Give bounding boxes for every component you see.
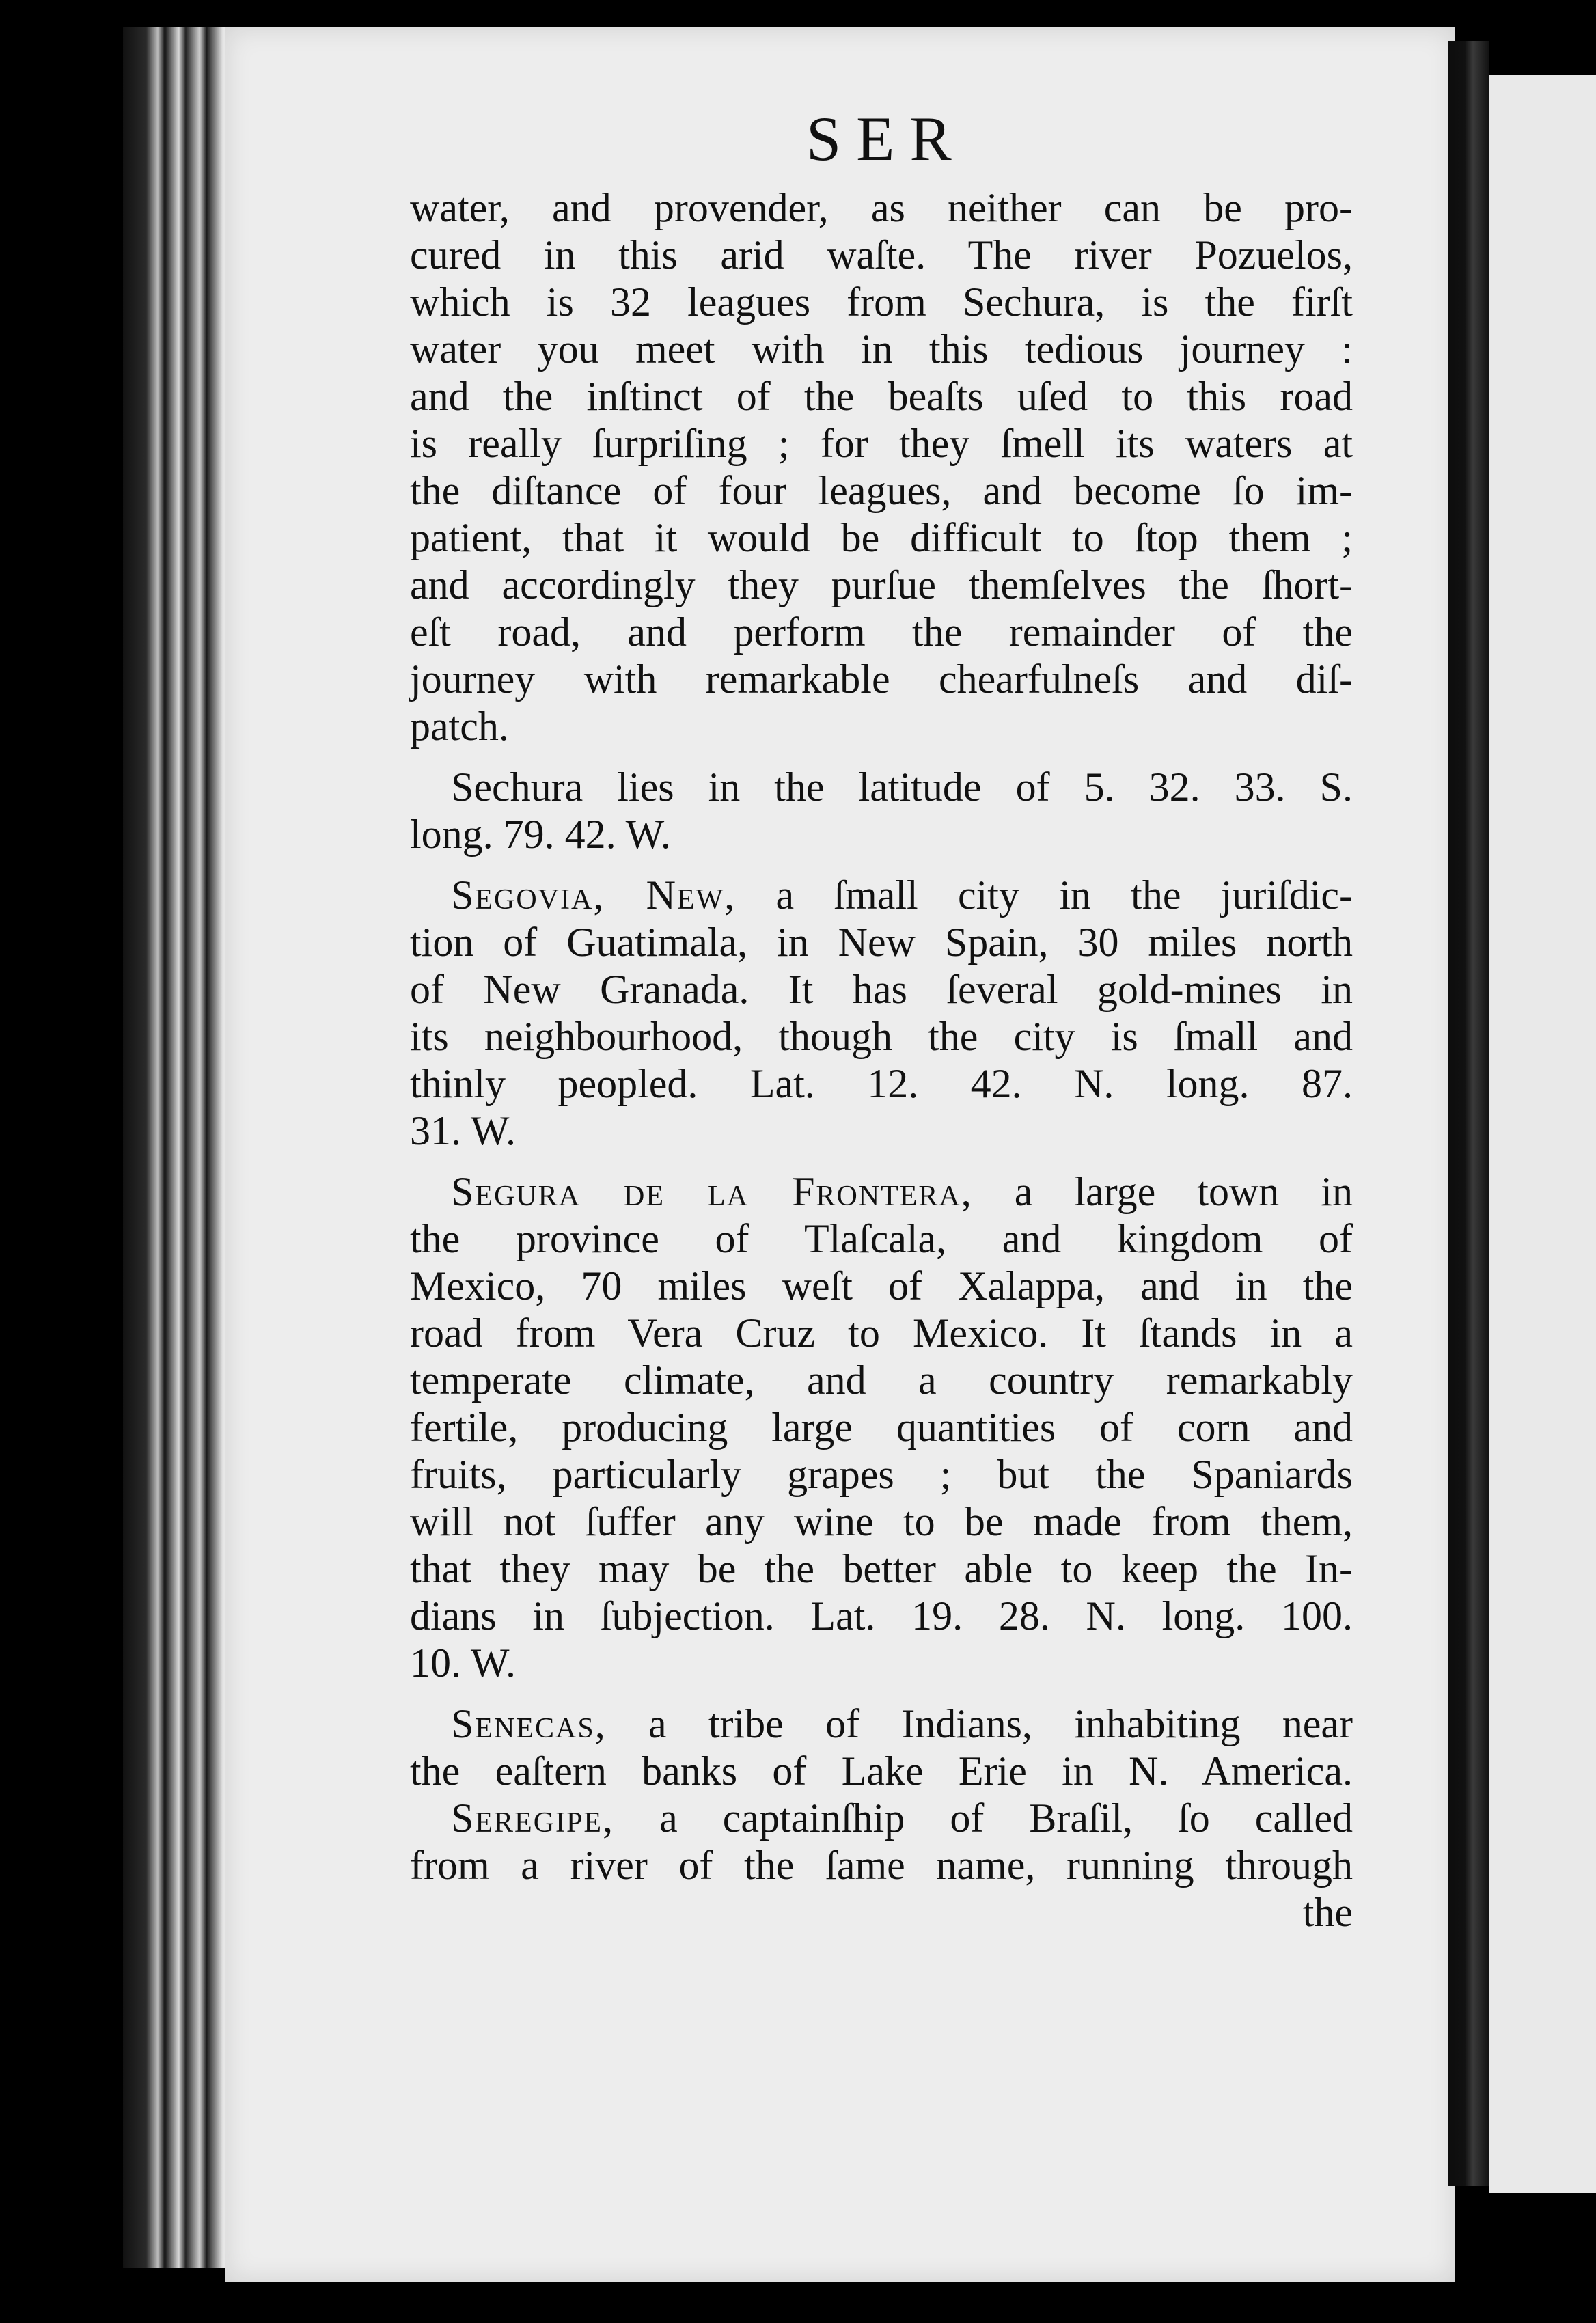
running-head: SER bbox=[806, 104, 967, 174]
text-line: Seregipe, a captainſhip of Braſil, ſo called bbox=[451, 1796, 1353, 1841]
facing-page-edge bbox=[1489, 75, 1596, 2193]
page-edge-shadow bbox=[1448, 41, 1489, 2186]
text-line: thinly peopled. Lat. 12. 42. N. long. 87. bbox=[410, 1061, 1353, 1106]
text-line: Senecas, a tribe of Indians, inhabiting near bbox=[451, 1701, 1353, 1746]
text-line: which is 32 leagues from Sechura, is the firſt bbox=[410, 279, 1353, 325]
text-line: and accordingly they purſue themſelves the ſhort- bbox=[410, 562, 1353, 607]
text-line: Mexico, 70 miles weſt of Xalappa, and in the bbox=[410, 1263, 1353, 1308]
text-line: 10. W. bbox=[410, 1640, 517, 1686]
text-line: the province of Tlaſcala, and kingdom of bbox=[410, 1216, 1353, 1261]
entry-headword: Segura de la Frontera, bbox=[451, 1169, 973, 1214]
text-line: Sechura lies in the latitude of 5. 32. 33. S. bbox=[451, 765, 1353, 810]
text-line: cured in this arid waſte. The river Pozuelos, bbox=[410, 232, 1353, 277]
text-line: tion of Guatimala, in New Spain, 30 miles north bbox=[410, 920, 1353, 965]
entry-segura-de-la-frontera bbox=[410, 1168, 1353, 1687]
text-line: fruits, particularly grapes ; but the Spaniards bbox=[410, 1452, 1353, 1497]
entry-headword: Segovia, New, bbox=[451, 872, 737, 918]
text-line: water you meet with in this tedious journey : bbox=[410, 327, 1353, 372]
text-line: patient, that it would be difficult to ſtop them ; bbox=[410, 515, 1353, 560]
text-line: its neighbourhood, though the city is ſmall and bbox=[410, 1014, 1353, 1059]
text-line: the diſtance of four leagues, and become ſo im- bbox=[410, 468, 1353, 513]
text-line: Segura de la Frontera, a large town in bbox=[451, 1169, 1353, 1214]
text-line: road from Vera Cruz to Mexico. It ſtands in a bbox=[410, 1310, 1353, 1356]
text-line: is really ſurpriſing ; for they ſmell its waters at bbox=[410, 421, 1353, 466]
text-line: the eaſtern banks of Lake Erie in N. America. bbox=[410, 1748, 1353, 1793]
entry-segovia-new bbox=[410, 872, 1353, 1155]
text-line: from a river of the ſame name, running through bbox=[410, 1843, 1353, 1888]
body-text bbox=[410, 184, 1353, 1936]
catchword: the bbox=[1302, 1890, 1353, 1935]
text-line: patch. bbox=[410, 704, 509, 749]
paragraph-sechura-position bbox=[410, 764, 1353, 858]
text-line: long. 79. 42. W. bbox=[410, 812, 671, 857]
book-binding-gutter bbox=[123, 27, 239, 2268]
entry-seregipe bbox=[410, 1795, 1353, 1889]
text-line: eſt road, and perform the remainder of the bbox=[410, 609, 1353, 655]
text-line: Segovia, New, a ſmall city in the juriſdic- bbox=[451, 872, 1353, 918]
text-line: water, and provender, as neither can be pro- bbox=[410, 185, 1353, 230]
text-line: and the inſtinct of the beaſts uſed to this road bbox=[410, 374, 1353, 419]
entry-headword: Seregipe, bbox=[451, 1796, 615, 1841]
text-line: dians in ſubjection. Lat. 19. 28. N. long. 100. bbox=[410, 1593, 1353, 1638]
entry-headword: Senecas, bbox=[451, 1701, 607, 1746]
text-line: that they may be the better able to keep the In- bbox=[410, 1546, 1353, 1591]
text-line: 31. W. bbox=[410, 1108, 517, 1153]
text-line: will not ſuffer any wine to be made from them, bbox=[410, 1499, 1353, 1544]
text-line: journey with remarkable chearfulneſs and diſ- bbox=[410, 657, 1353, 702]
text-line: of New Granada. It has ſeveral gold-mines in bbox=[410, 967, 1353, 1012]
text-line: fertile, producing large quantities of corn and bbox=[410, 1405, 1353, 1450]
text-line: temperate climate, and a country remarkably bbox=[410, 1358, 1353, 1403]
paragraph-continuation bbox=[410, 184, 1353, 750]
entry-senecas bbox=[410, 1701, 1353, 1795]
